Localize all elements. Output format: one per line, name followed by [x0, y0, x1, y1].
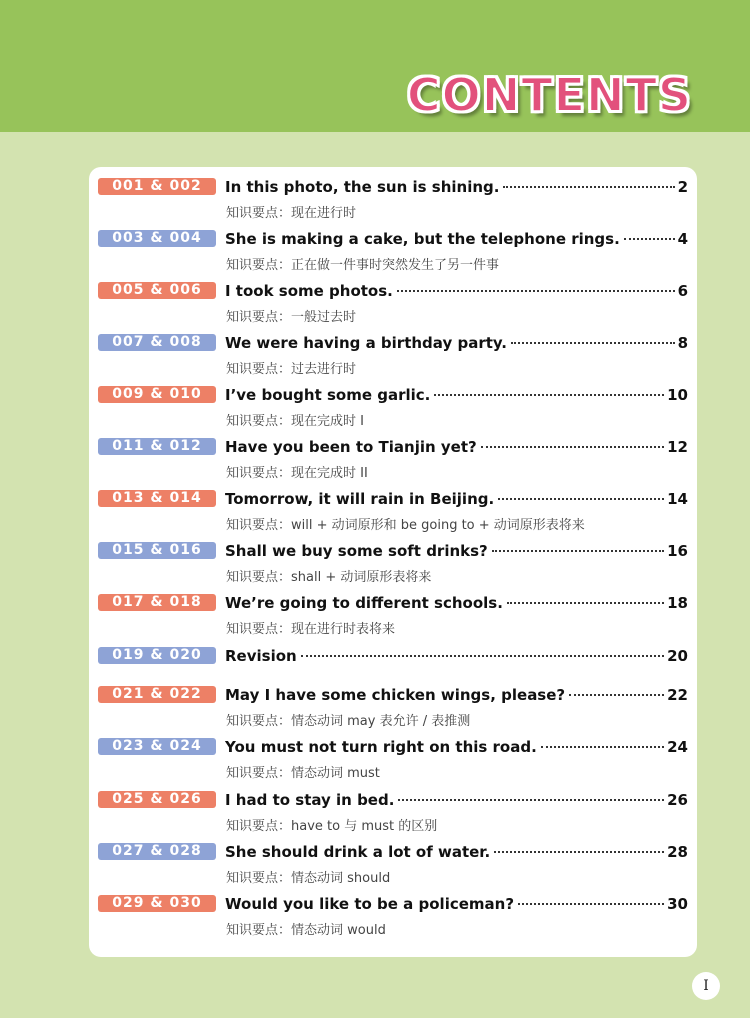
lesson-badge: 003 & 004 [98, 230, 216, 247]
dot-leader [507, 602, 664, 604]
entry-title-row [225, 789, 688, 811]
lesson-badge: 021 & 022 [98, 686, 216, 703]
lesson-badge: 027 & 028 [98, 843, 216, 860]
entry-key-point: 知识要点：情态动词 must [226, 766, 380, 781]
entry-title-row [225, 592, 688, 614]
entry-page-number: 26 [667, 791, 688, 809]
contents-card [89, 167, 697, 957]
lesson-badge: 001 & 002 [98, 178, 216, 195]
page-heading: CONTENTS [406, 68, 692, 122]
lesson-badge: 023 & 024 [98, 738, 216, 755]
dot-leader [397, 290, 675, 292]
dot-leader [511, 342, 675, 344]
entry-page-number: 30 [667, 895, 688, 913]
lesson-badge: 005 & 006 [98, 282, 216, 299]
entry-title: We’re going to different schools. [225, 594, 503, 612]
entry-key-point: 知识要点：现在进行时表将来 [226, 622, 396, 637]
entry-title-row [225, 645, 688, 667]
entry-key-point: 知识要点：一般过去时 [226, 310, 357, 325]
entry-key-point: 知识要点：have to 与 must 的区别 [226, 819, 438, 834]
entry-title: She should drink a lot of water. [225, 843, 491, 861]
entry-title-row [225, 540, 688, 562]
entry-page-number: 10 [667, 386, 688, 404]
entry-key-point: 知识要点：情态动词 would [226, 923, 386, 938]
lesson-badge: 025 & 026 [98, 791, 216, 808]
dot-leader [518, 903, 664, 905]
entry-key-point: 知识要点：shall + 动词原形表将来 [226, 570, 432, 585]
entry-page-number: 2 [677, 178, 688, 196]
entry-title: Have you been to Tianjin yet? [225, 438, 477, 456]
entry-title: Shall we buy some soft drinks? [225, 542, 488, 560]
dot-leader [398, 799, 664, 801]
entry-page-number: 14 [667, 490, 688, 508]
lesson-badge: 007 & 008 [98, 334, 216, 351]
entry-page-number: 22 [667, 686, 688, 704]
entry-title: Tomorrow, it will rain in Beijing. [225, 490, 495, 508]
entry-key-point: 知识要点：现在完成时 II [226, 466, 368, 481]
dot-leader [569, 694, 664, 696]
entry-title-row [225, 332, 688, 354]
entry-key-point: 知识要点：现在完成时 I [226, 414, 364, 429]
entry-title-row [225, 176, 688, 198]
entry-title: You must not turn right on this road. [225, 738, 537, 756]
entry-page-number: 18 [667, 594, 688, 612]
entry-key-point: 知识要点：正在做一件事时突然发生了另一件事 [226, 258, 500, 273]
dot-leader [498, 498, 664, 500]
lesson-badge: 011 & 012 [98, 438, 216, 455]
dot-leader [541, 746, 664, 748]
page-number: I [692, 972, 720, 1000]
entry-title-row [225, 436, 688, 458]
entry-title: She is making a cake, but the telephone rings. [225, 230, 620, 248]
lesson-badge: 013 & 014 [98, 490, 216, 507]
dot-leader [494, 851, 664, 853]
entry-key-point: 知识要点：过去进行时 [226, 362, 357, 377]
entry-key-point: 知识要点：情态动词 should [226, 871, 391, 886]
entry-title: I had to stay in bed. [225, 791, 395, 809]
lesson-badge: 015 & 016 [98, 542, 216, 559]
entry-title-row [225, 736, 688, 758]
entry-title: I took some photos. [225, 282, 393, 300]
entry-key-point: 知识要点：情态动词 may 表允许 / 表推测 [226, 714, 471, 729]
entry-page-number: 6 [677, 282, 688, 300]
entry-title: May I have some chicken wings, please? [225, 686, 566, 704]
lesson-badge: 019 & 020 [98, 647, 216, 664]
entry-title-row [225, 684, 688, 706]
entry-page-number: 12 [667, 438, 688, 456]
dot-leader [624, 238, 675, 240]
lesson-badge: 009 & 010 [98, 386, 216, 403]
dot-leader [492, 550, 664, 552]
entry-title-row [225, 228, 688, 250]
entry-key-point: 知识要点：will + 动词原形和 be going to + 动词原形表将来 [226, 518, 585, 533]
entry-page-number: 4 [677, 230, 688, 248]
dot-leader [481, 446, 664, 448]
entry-title: Would you like to be a policeman? [225, 895, 515, 913]
lesson-badge: 029 & 030 [98, 895, 216, 912]
entry-title-row [225, 488, 688, 510]
entry-title-row [225, 384, 688, 406]
entry-page-number: 20 [667, 647, 688, 665]
entry-page-number: 28 [667, 843, 688, 861]
entry-key-point: 知识要点：现在进行时 [226, 206, 357, 221]
entry-page-number: 8 [677, 334, 688, 352]
entry-title: Revision [225, 647, 297, 665]
entry-title: We were having a birthday party. [225, 334, 507, 352]
entry-title-row [225, 841, 688, 863]
entry-title: I’ve bought some garlic. [225, 386, 431, 404]
entry-page-number: 16 [667, 542, 688, 560]
entry-title: In this photo, the sun is shining. [225, 178, 500, 196]
dot-leader [301, 655, 664, 657]
dot-leader [503, 186, 674, 188]
entry-page-number: 24 [667, 738, 688, 756]
entry-title-row [225, 893, 688, 915]
entry-title-row [225, 280, 688, 302]
lesson-badge: 017 & 018 [98, 594, 216, 611]
dot-leader [434, 394, 664, 396]
